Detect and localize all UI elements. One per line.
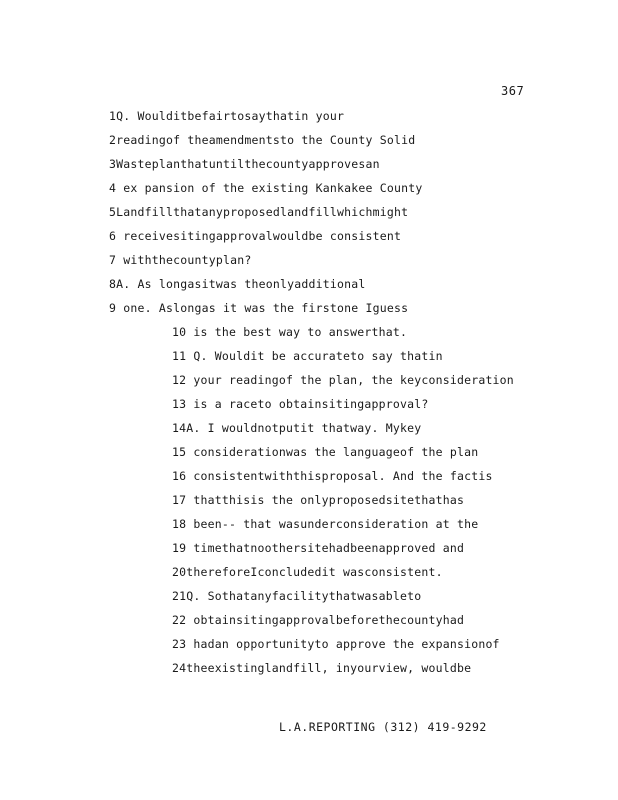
transcript-line-3: 3Wasteplanthatuntilthecountyapprovesan bbox=[109, 157, 380, 171]
transcript-line-2: 2readingof theamendmentsto the County Solid bbox=[109, 133, 416, 147]
reporter-footer: L.A.REPORTING (312) 419-9292 bbox=[279, 720, 487, 734]
transcript-line-22: 22 obtainsitingapprovalbeforethecountyhad bbox=[172, 613, 465, 627]
transcript-line-23: 23 hadan opportunityto approve the expansionof bbox=[172, 637, 500, 651]
transcript-line-24: 24theexistinglandfill, inyourview, wouldbe bbox=[172, 661, 472, 675]
transcript-line-4: 4 ex pansion of the existing Kankakee County bbox=[109, 181, 423, 195]
transcript-line-6: 6 receivesitingapprovalwouldbe consistent bbox=[109, 229, 402, 243]
transcript-line-19: 19 timethatnoothersitehadbeenapproved and bbox=[172, 541, 465, 555]
transcript-line-11: 11 Q. Wouldit be accurateto say thatin bbox=[172, 349, 443, 363]
transcript-line-12: 12 your readingof the plan, the keyconsideration bbox=[172, 373, 514, 387]
transcript-line-20: 20thereforeIconcludedit wasconsistent. bbox=[172, 565, 443, 579]
transcript-line-18: 18 been-- that wasunderconsideration at the bbox=[172, 517, 479, 531]
page-number: 367 bbox=[501, 84, 525, 98]
transcript-line-14: 14A. I wouldnotputit thatway. Mykey bbox=[172, 421, 422, 435]
transcript-line-16: 16 consistentwiththisproposal. And the factis bbox=[172, 469, 493, 483]
transcript-line-7: 7 withthecountyplan? bbox=[109, 253, 252, 267]
transcript-line-21: 21Q. Sothatanyfacilitythatwasableto bbox=[172, 589, 422, 603]
transcript-line-5: 5Landfillthatanyproposedlandfillwhichmight bbox=[109, 205, 409, 219]
transcript-line-15: 15 considerationwas the languageof the plan bbox=[172, 445, 479, 459]
transcript-line-9: 9 one. Aslongas it was the firstone Iguess bbox=[109, 301, 409, 315]
transcript-line-17: 17 thatthisis the onlyproposedsitethathas bbox=[172, 493, 465, 507]
transcript-line-1: 1Q. Woulditbefairtosaythatin your bbox=[109, 109, 345, 123]
transcript-line-10: 10 is the best way to answerthat. bbox=[172, 325, 408, 339]
transcript-line-13: 13 is a raceto obtainsitingapproval? bbox=[172, 397, 429, 411]
transcript-line-8: 8A. As longasitwas theonlyadditional bbox=[109, 277, 366, 291]
